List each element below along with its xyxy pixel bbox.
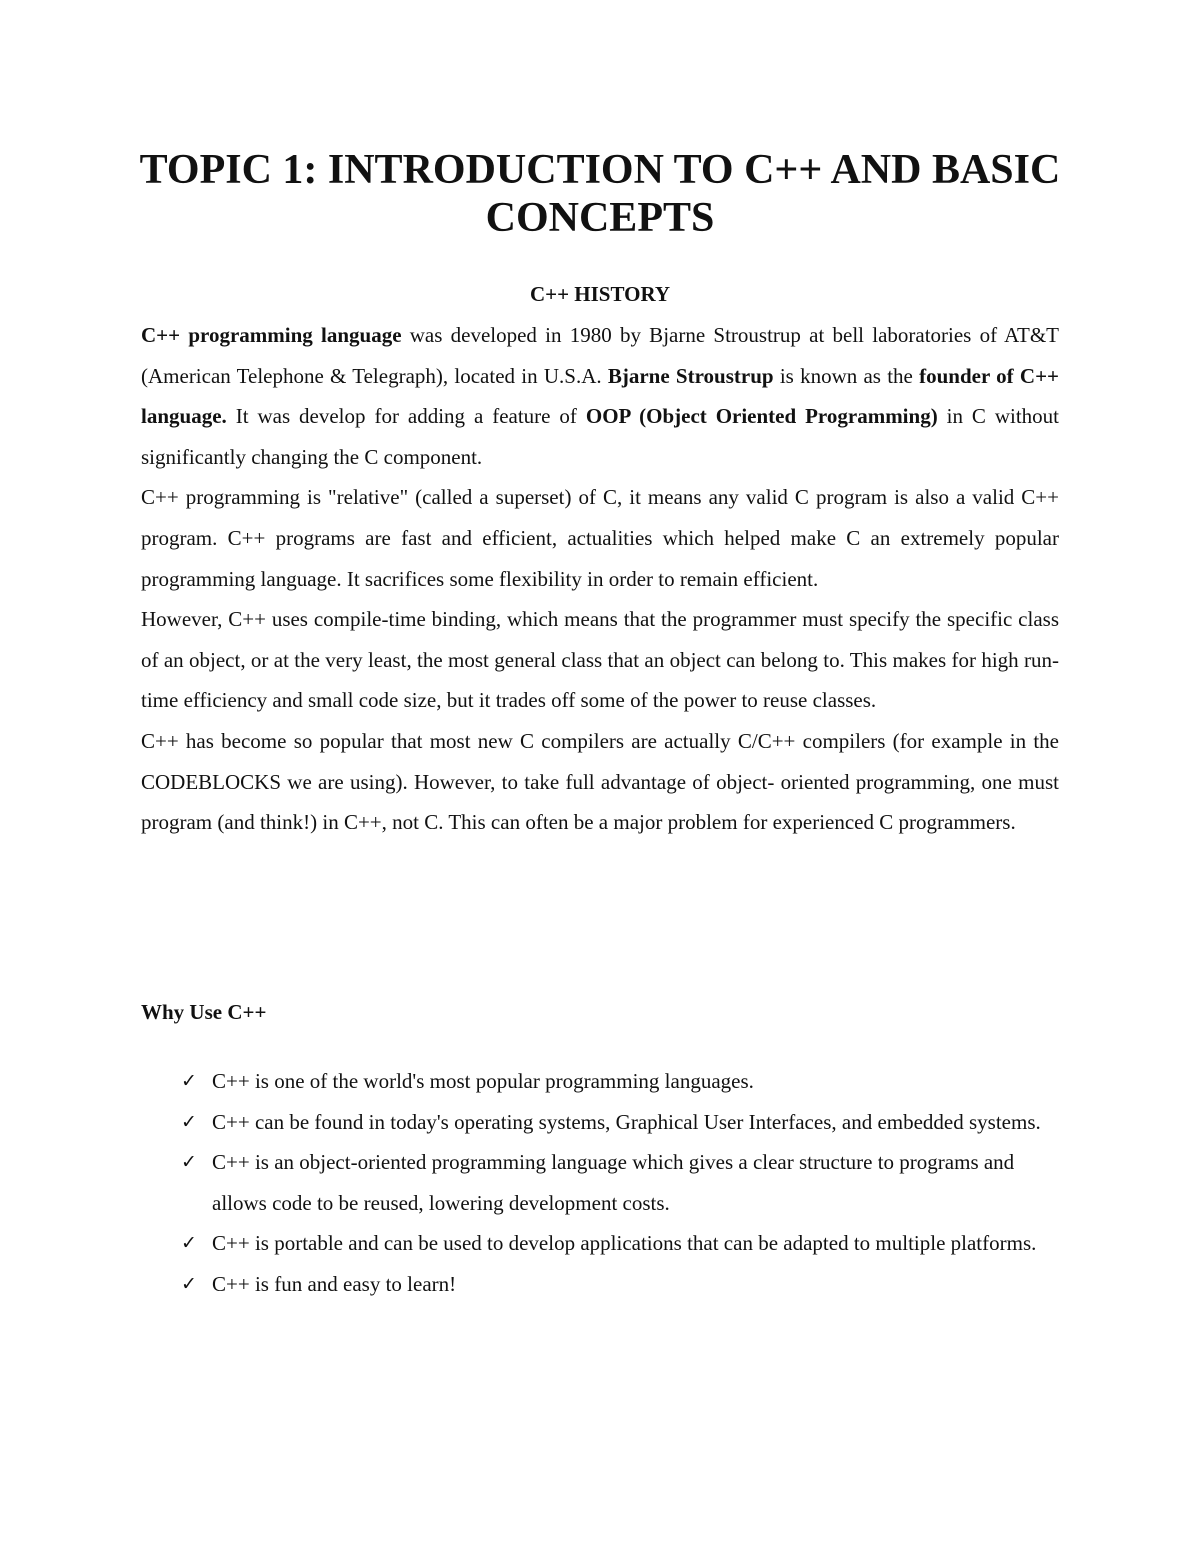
list-item-text: C++ is an object-oriented programming language which gives a clear structure to programs and allows code to be reused, lowering development costs. (212, 1150, 1015, 1215)
list-item-text: C++ can be found in today's operating systems, Graphical User Interfaces, and embedded systems. (212, 1109, 1041, 1134)
list-item (141, 1223, 1059, 1264)
list-item-text: C++ is portable and can be used to develop applications that can be adapted to multiple platforms. (212, 1231, 1037, 1256)
checkmark-icon: ✓ (181, 1272, 197, 1295)
paragraph-2: C++ programming is "relative" (called a superset) of C, it means any valid C program is also a valid C++ program. C++ programs are fast and efficient, actualities which helped make C an extremely popular programming language. It sacrifices some flexibility in order to remain efficient. (141, 485, 1059, 591)
text-run: in C without significantly changing the C component. (141, 404, 1060, 469)
checkmark-icon: ✓ (181, 1070, 197, 1092)
paragraph-4: C++ has become so popular that most new C compilers are actually C/C++ compilers (for example in the CODEBLOCKS we are using). However, to take full advantage of object- oriented programming, one must program (and think!) in C++, not C. This can often be a major problem for experienced C programmers. (141, 728, 1059, 835)
text-run: It was develop for adding a feature of (226, 404, 586, 429)
title-line-1: TOPIC 1: INTRODUCTION TO C++ AND BASIC (139, 147, 1061, 193)
paragraph-1 (141, 315, 1059, 477)
bold-phrase: founder of C++ language. (141, 363, 1059, 429)
list-item-text: C++ is one of the world's most popular programming languages. (212, 1069, 754, 1093)
checkmark-icon: ✓ (181, 1110, 197, 1133)
title-line-2: CONCEPTS (485, 195, 715, 241)
why-heading: Why Use C++ (141, 1000, 267, 1024)
bold-phrase: OOP (Object Oriented Programming) (585, 404, 938, 429)
list-item (141, 1102, 1059, 1143)
bold-phrase: C++ programming language (141, 323, 402, 347)
text-run: was developed in 1980 by Bjarne Stroustrup at bell laboratories of AT&T (American Telephone & Telegraph), located in U.S.A. (141, 323, 1059, 388)
history-body (141, 315, 1059, 843)
paragraph-3: However, C++ uses compile-time binding, which means that the programmer must specify the specific class of an object, or at the very least, the most general class that an object can belong to. This makes for high run-time efficiency and small code size, but it trades off some of the power to reuse classes. (141, 607, 1059, 713)
checkmark-icon: ✓ (181, 1151, 197, 1174)
list-item (141, 1142, 1059, 1223)
checkmark-icon: ✓ (181, 1232, 197, 1255)
bold-phrase: Bjarne Stroustrup (607, 363, 774, 388)
page-title (100, 146, 1100, 242)
list-item (141, 1264, 1059, 1305)
history-heading: C++ HISTORY (529, 282, 671, 306)
list-item (141, 1061, 1059, 1102)
why-list (141, 1061, 1059, 1305)
text-run: is known as the (773, 363, 920, 388)
list-item-text: C++ is fun and easy to learn! (212, 1271, 457, 1296)
